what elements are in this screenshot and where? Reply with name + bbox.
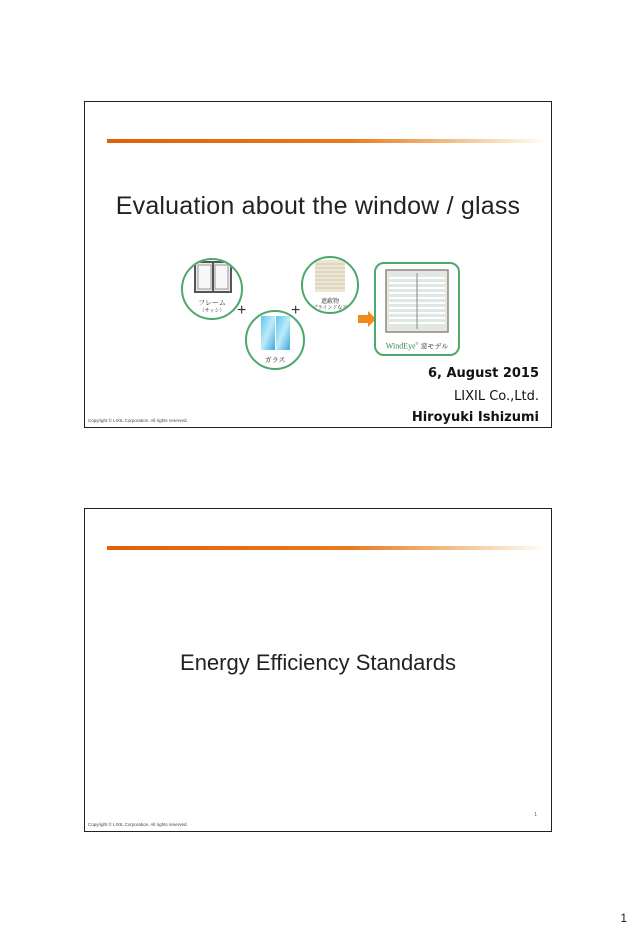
frame-circle — [181, 258, 243, 320]
accent-bar — [107, 546, 547, 550]
document-page-number: 1 — [620, 911, 627, 925]
author-name: Hiroyuki Ishizumi — [411, 410, 539, 425]
frame-label: フレーム — [198, 299, 226, 307]
window-blind-model-icon — [376, 266, 458, 336]
slide-1 — [84, 101, 552, 428]
slide-1-title: Evaluation about the window / glass — [115, 192, 521, 220]
windeye-brand: WindEye — [385, 341, 416, 350]
plus-sign-1: + — [237, 302, 247, 319]
model-label: 窓モデル — [420, 342, 449, 350]
shade-label: 遮蔽物 — [320, 298, 339, 305]
plus-sign-2: + — [291, 302, 301, 319]
slide-2-title: Energy Efficiency Standards — [180, 650, 456, 675]
registered-mark: ® — [415, 340, 419, 346]
accent-bar — [107, 139, 547, 143]
glass-label: ガラス — [264, 356, 286, 364]
company-name: LIXIL Co.,Ltd. — [454, 389, 539, 404]
shade-sublabel: （ブラインドなど） — [307, 305, 353, 311]
slide-2-copyright: Copyright © LIXIL Corporation. All rights reserved. — [88, 822, 188, 827]
shade-circle — [301, 256, 359, 314]
model-caption — [376, 341, 458, 351]
slide-1-copyright: Copyright © LIXIL Corporation. All rights reserved. — [88, 418, 188, 423]
frame-sublabel: （サッシ） — [199, 308, 225, 314]
windeye-model-box — [374, 262, 460, 356]
slide-2-page-number: 1 — [534, 812, 537, 818]
presentation-date: 6, August 2015 — [427, 366, 539, 381]
slide-2 — [84, 508, 552, 832]
